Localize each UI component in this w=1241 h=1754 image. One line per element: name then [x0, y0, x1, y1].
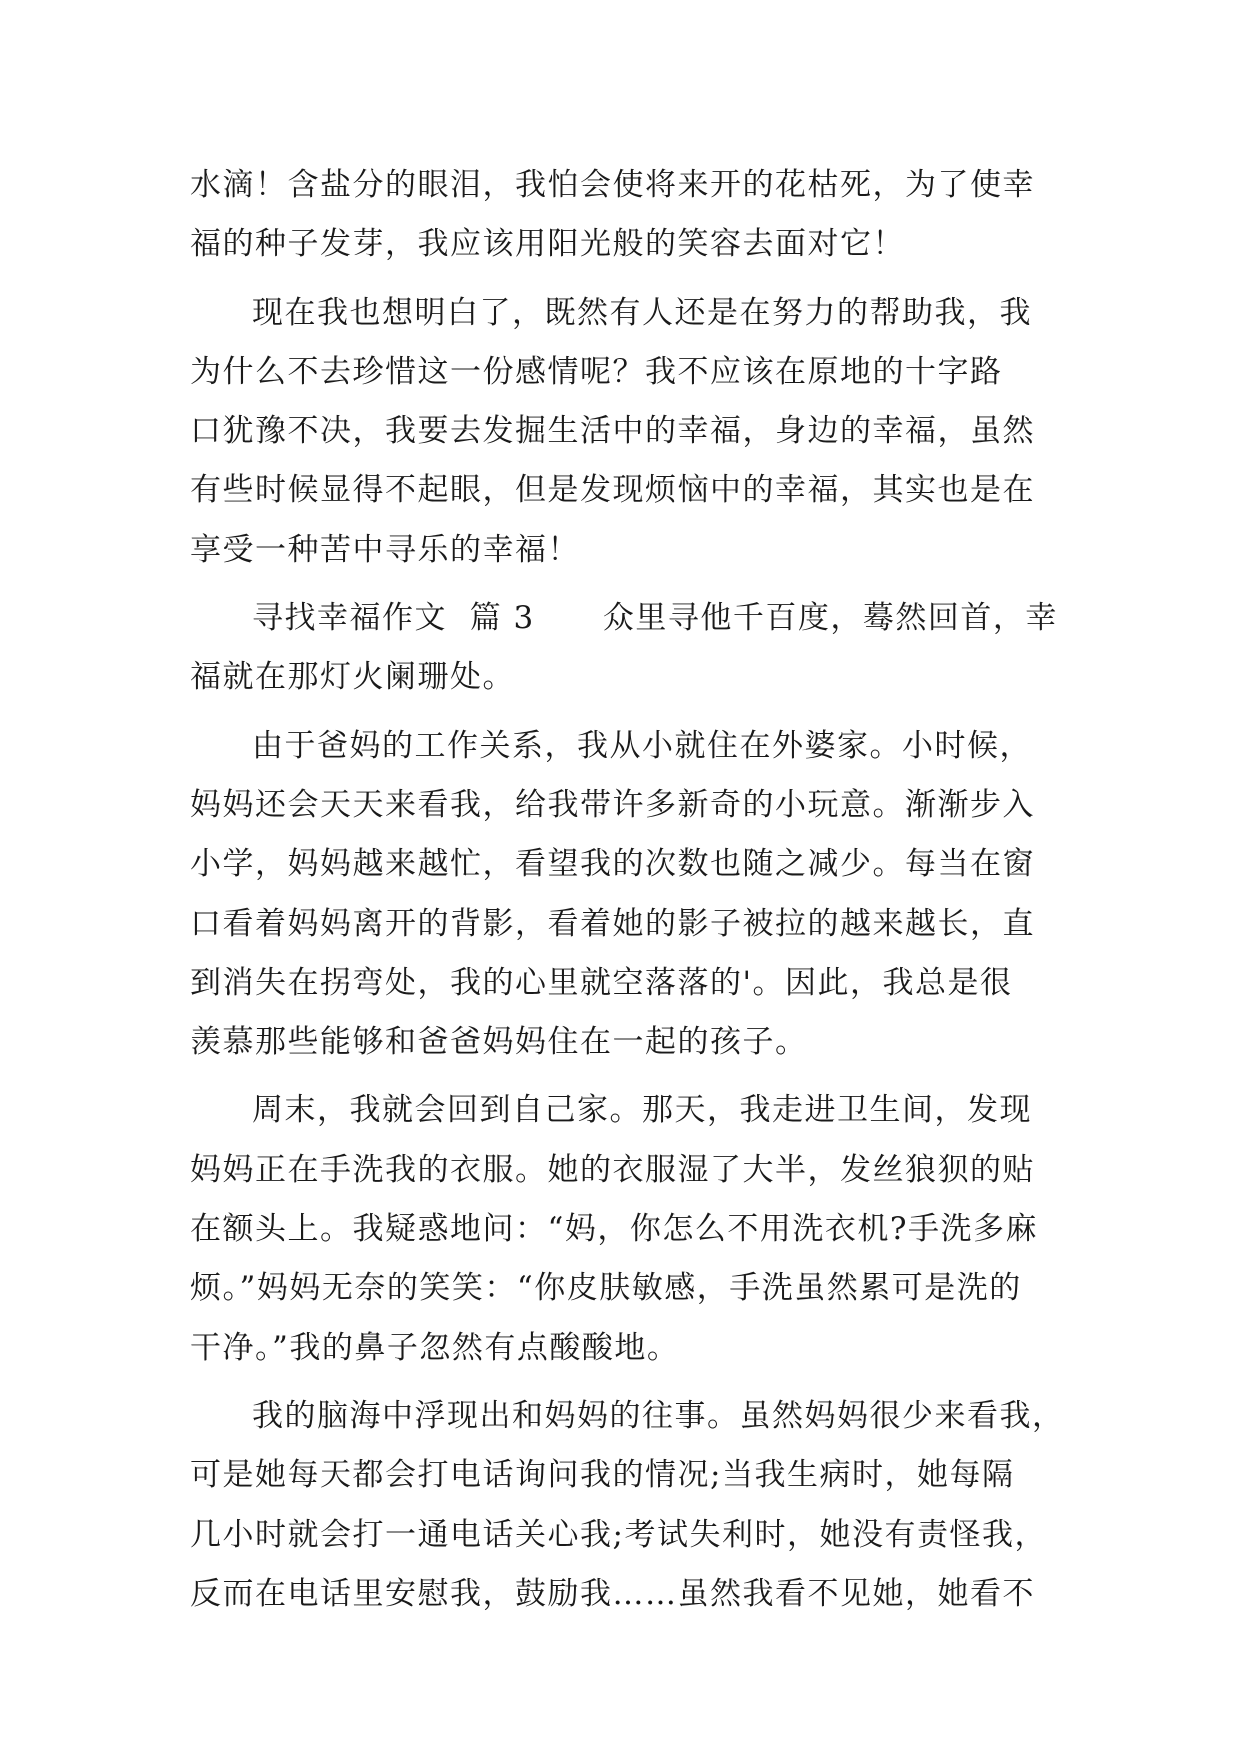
text-line: 羡慕那些能够和爸爸妈妈住在一起的孩子。 [190, 1024, 808, 1061]
text-line: 妈妈正在手洗我的衣服。她的衣服湿了大半，发丝狼狈的贴 [190, 1151, 1035, 1188]
text-line: 烦。”妈妈无奈的笑笑：“你皮肤敏感，手洗虽然累可是洗的 [190, 1270, 1022, 1307]
text-line: 口看着妈妈离开的背影，看着她的影子被拉的越来越长，直 [190, 905, 1035, 942]
text-line: 现在我也想明白了，既然有人还是在努力的帮助我，我 [252, 294, 1032, 331]
text-line: 可是她每天都会打电话询问我的情况;当我生病时，她每隔 [190, 1457, 1015, 1494]
text-line: 反而在电话里安慰我，鼓励我……虽然我看不见她，她看不 [190, 1575, 1035, 1612]
text-line: 由于爸妈的工作关系，我从小就住在外婆家。小时候， [252, 727, 1032, 764]
paragraph-5 [190, 1081, 1070, 1377]
paragraph-2 [190, 284, 1070, 580]
paragraph-6 [190, 1387, 1070, 1624]
text-line: 干净。”我的鼻子忽然有点酸酸地。 [190, 1329, 680, 1366]
text-line: 为什么不去珍惜这一份感情呢？我不应该在原地的十字路 [190, 353, 1003, 390]
text-line: 我的脑海中浮现出和妈妈的往事。虽然妈妈很少来看我， [252, 1397, 1065, 1434]
text-line: 福的种子发芽，我应该用阳光般的笑容去面对它！ [190, 226, 905, 263]
text-line: 水滴！含盐分的眼泪，我怕会使将来开的花枯死，为了使幸 [190, 167, 1035, 203]
document-body [190, 156, 1070, 1624]
text-line: 周末，我就会回到自己家。那天，我走进卫生间，发现 [252, 1092, 1032, 1129]
text-line: 有些时候显得不起眼，但是发现烦恼中的幸福，其实也是在 [190, 472, 1035, 509]
text-line: 小学，妈妈越来越忙，看望我的次数也随之减少。每当在窗 [190, 846, 1035, 883]
paragraph-1 [190, 156, 1070, 275]
text-line: 几小时就会打一通电话关心我;考试失利时，她没有责怪我， [190, 1516, 1047, 1553]
section-heading-line: 寻找幸福作文 篇 3 众里寻他千百度，蓦然回首，幸 [252, 600, 1058, 637]
text-line: 享受一种苦中寻乐的幸福！ [190, 531, 580, 568]
text-line: 妈妈还会天天来看我，给我带许多新奇的小玩意。渐渐步入 [190, 786, 1035, 823]
paragraph-3-section-heading [190, 589, 1070, 708]
text-line: 在额头上。我疑惑地问：“妈，你怎么不用洗衣机?手洗多麻 [190, 1211, 1038, 1248]
text-line: 口犹豫不决，我要去发掘生活中的幸福，身边的幸福，虽然 [190, 413, 1035, 450]
text-line: 福就在那灯火阑珊处。 [190, 659, 515, 696]
text-line: 到消失在拐弯处，我的心里就空落落的'。因此，我总是很 [190, 964, 1013, 1001]
paragraph-4 [190, 717, 1070, 1073]
